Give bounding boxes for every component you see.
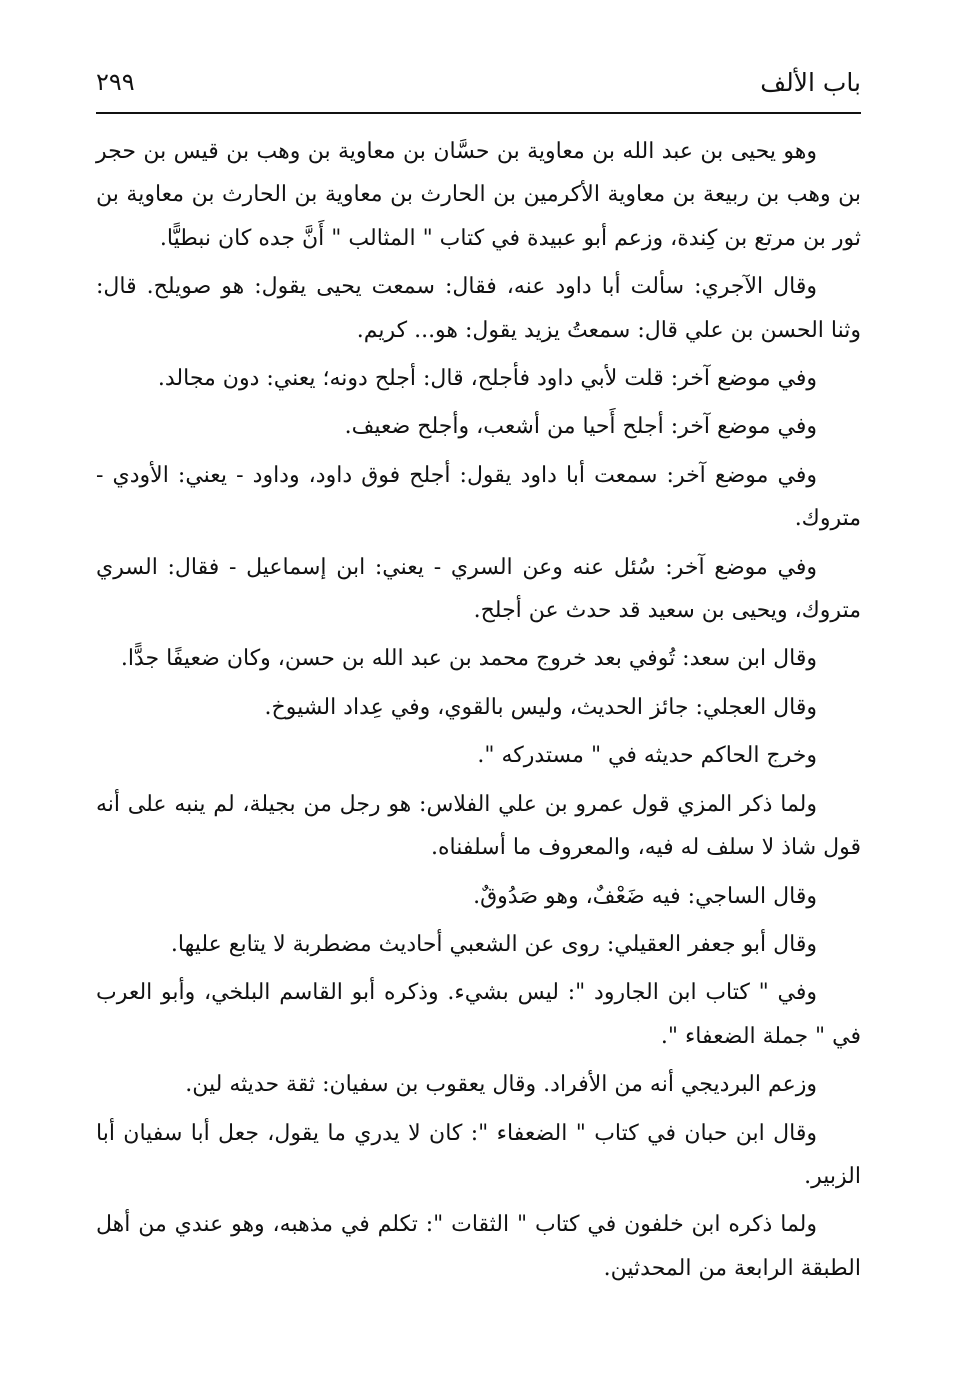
paragraph: وقال ابن سعد: تُوفي بعد خروج محمد بن عبد الله بن حسن، وكان ضعيفًا جدًّا. — [120, 646, 817, 672]
paragraph: وقال العجلي: جائز الحديث، وليس بالقوي، وفي عِداد الشيوخ. — [264, 694, 817, 720]
paragraph: وقال الآجري: سألت أبا داود عنه، فقال: سمعت يحيى يقول: هو صويلح. قال: وثنا الحسن بن علي قال: سمعتُ يزيد يقول: هو... كريم. — [96, 274, 861, 343]
paragraph: وفي موضع آخر: أجلح أَحيا من أشعب، وأجلح ضعيف. — [344, 414, 817, 440]
paragraph: وفي موضع آخر: سمعت أبا داود يقول: أجلح فوق داود، وداود - يعني: الأودي - متروك. — [96, 462, 861, 532]
paragraph: ولما ذكر المزي قول عمرو بن علي الفلاس: هو رجل من بجيلة، لم ينبه على أنه قول شاذ لا سلف له فيه، والمعروف ما أسلفناه. — [96, 791, 861, 861]
paragraph: وقال ابن حبان في كتاب " الضعفاء ": كان لا يدري ما يقول، جعل أبا سفيان أبا الزبير. — [96, 1120, 861, 1189]
running-title: باب الألف — [760, 68, 861, 97]
header-rule — [96, 112, 861, 114]
paragraph: وفي موضع آخر: سُئل عنه وعن السري - يعني: ابن إسماعيل - فقال: السري متروك، ويحيى بن سعيد قد حدث عن أجلح. — [96, 554, 861, 624]
paragraph: وفي موضع آخر: قلت لأبي داود فأجلح، قال: أجلح دونه؛ يعني: دون مجالد. — [157, 366, 817, 392]
paragraph: وقال الساجي: فيه ضَعْفٌ، وهو صَدُوقٌ. — [473, 883, 817, 909]
paragraph: وقال أبو جعفر العقيلي: روى عن الشعبي أحاديث مضطربة لا يتابع عليها. — [170, 931, 817, 957]
paragraph: وخرج الحاكم حديثه في " مستدركه ". — [477, 743, 817, 769]
page-header — [96, 60, 861, 100]
paragraph: وزعم البرديجي أنه من الأفراد. وقال يعقوب بن سفيان: ثقة حديثه لين. — [185, 1072, 817, 1098]
paragraph: ولما ذكره ابن خلفون في كتاب " الثقات ": تكلم في مذهبه، وهو عندي من أهل الطبقة الرابعة من المحدثين. — [96, 1212, 861, 1281]
paragraph: وفي " كتاب ابن الجارود ": ليس بشيء. وذكره أبو القاسم البلخي، وأبو العرب في " جملة الضعفاء ". — [96, 980, 861, 1049]
paragraph: وهو يحيى بن عبد الله بن معاوية بن حسَّان بن معاوية بن وهب بن قيس بن حجر بن وهب بن ربيعة بن معاوية الأكرمين بن الحارث بن معاوية بن الحارث بن معاوية بن ثور بن مرتع بن كِندة، وزعم أبو عبيدة في كتاب " المثالب " أَنَّ جده كان نبطيًّا. — [96, 139, 861, 251]
page-number: ٢٩٩ — [96, 68, 135, 96]
page-body — [96, 130, 861, 1295]
